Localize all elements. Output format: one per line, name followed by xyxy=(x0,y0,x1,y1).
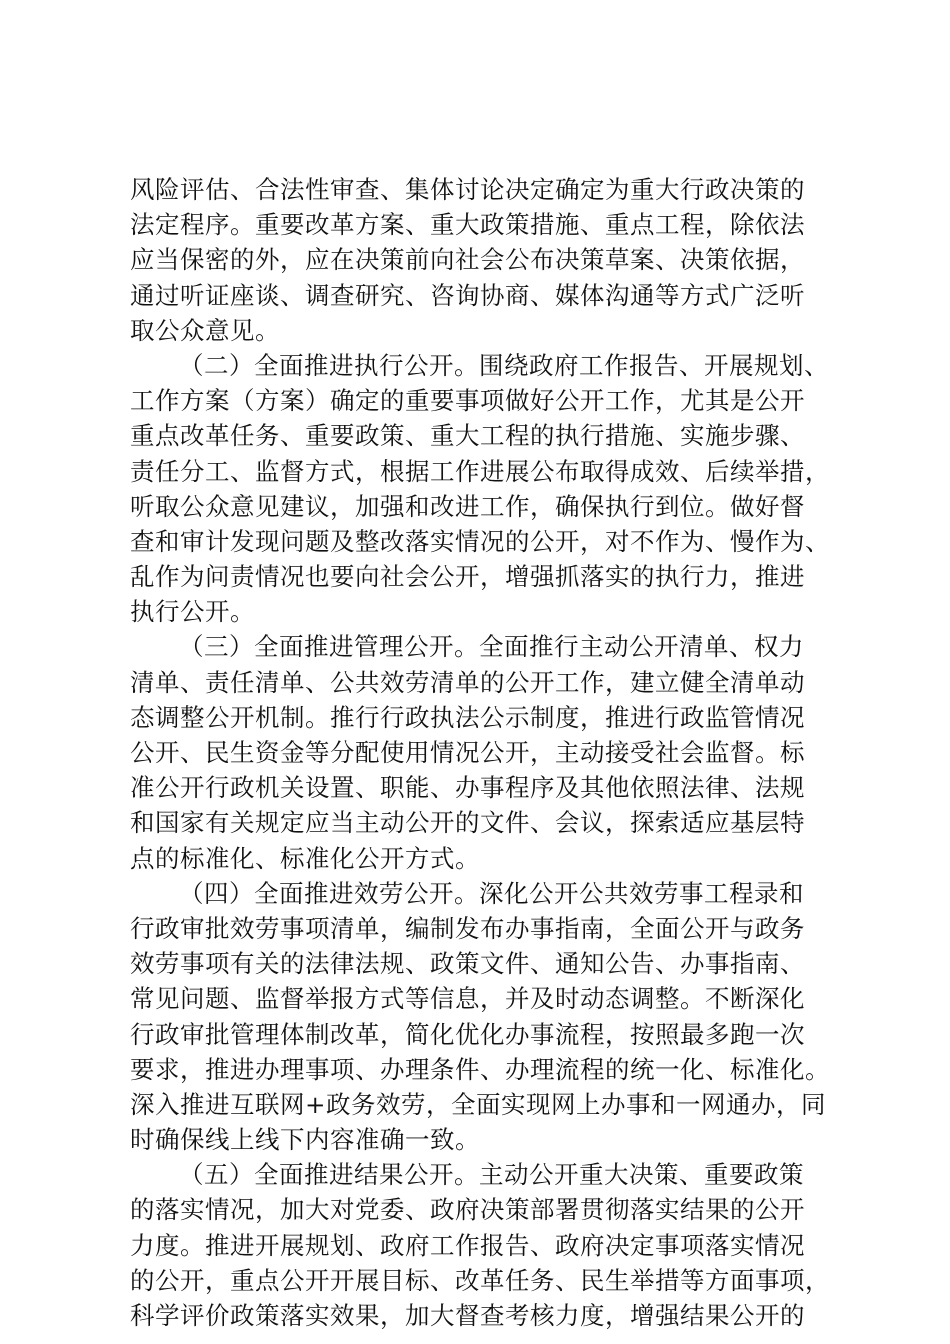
text-line: 法定程序。重要改革方案、重大政策措施、重点工程，除依法 xyxy=(130,210,805,240)
text-line: 公开、民生资金等分配使用情况公开，主动接受社会监督。标 xyxy=(130,738,805,767)
text-line: 的公开，重点公开开展目标、改革任务、民生举措等方面事项， xyxy=(130,1265,830,1295)
text-line: 和国家有关规定应当主动公开的文件、会议，探索适应基层特 xyxy=(130,808,805,838)
body-text xyxy=(130,172,830,1333)
text-line: 执行公开。 xyxy=(130,597,255,627)
text-line: 行政审批效劳事项清单，编制发布办事指南，全面公开与政务 xyxy=(130,913,805,943)
text-line: 深入推进互联网+政务效劳，全面实现网上办事和一网通办，同 xyxy=(130,1089,827,1119)
text-line: 要求，推进办理事项、办理条件、办理流程的统一化、标准化。 xyxy=(130,1054,830,1084)
text-line: 工作方案（方案）确定的重要事项做好公开工作，尤其是公开 xyxy=(130,386,805,416)
text-line: 行政审批管理体制改革，简化优化办事流程，按照最多跑一次 xyxy=(130,1019,805,1049)
section-heading-line: （四）全面推进效劳公开。深化公开公共效劳事工程录和 xyxy=(179,878,804,908)
text-line: 通过听证座谈、调查研究、咨询协商、媒体沟通等方式广泛听 xyxy=(130,280,805,310)
text-line: 风险评估、合法性审查、集体讨论决定确定为重大行政决策的 xyxy=(130,175,805,204)
text-line: 乱作为问责情况也要向社会公开，增强抓落实的执行力，推进 xyxy=(130,562,805,592)
text-line: 取公众意见。 xyxy=(130,315,280,345)
text-line: 准公开行政机关设置、职能、办事程序及其他依照法律、法规 xyxy=(130,773,805,803)
section-heading-line: （二）全面推进执行公开。围绕政府工作报告、开展规划、 xyxy=(179,350,829,380)
text-line: 力度。推进开展规划、政府工作报告、政府决定事项落实情况 xyxy=(130,1230,805,1260)
text-line: 效劳事项有关的法律法规、政策文件、通知公告、办事指南、 xyxy=(130,949,805,979)
text-line: 态调整公开机制。推行行政执法公示制度，推进行政监管情况 xyxy=(130,702,805,732)
text-line: 责任分工、监督方式，根据工作进展公布取得成效、后续举措， xyxy=(130,456,830,486)
text-line: 的落实情况，加大对党委、政府决策部署贯彻落实结果的公开 xyxy=(130,1195,805,1225)
text-line: 查和审计发现问题及整改落实情况的公开，对不作为、慢作为、 xyxy=(130,526,830,556)
text-line: 听取公众意见建议，加强和改进工作，确保执行到位。做好督 xyxy=(130,491,805,521)
text-line: 重点改革任务、重要政策、重大工程的执行措施、实施步骤、 xyxy=(130,421,805,451)
text-line: 时确保线上线下内容准确一致。 xyxy=(130,1125,480,1155)
text-line: 常见问题、监督举报方式等信息，并及时动态调整。不断深化 xyxy=(130,984,805,1014)
text-line: 清单、责任清单、公共效劳清单的公开工作，建立健全清单动 xyxy=(130,667,805,697)
text-line: 点的标准化、标准化公开方式。 xyxy=(130,843,480,873)
section-heading-line: （三）全面推进管理公开。全面推行主动公开清单、权力 xyxy=(179,632,804,662)
section-heading-line: （五）全面推进结果公开。主动公开重大决策、重要政策 xyxy=(179,1160,804,1190)
text-line: 应当保密的外，应在决策前向社会公布决策草案、决策依据， xyxy=(130,245,805,275)
text-line: 科学评价政策落实效果，加大督查考核力度，增强结果公开的 xyxy=(130,1301,805,1330)
